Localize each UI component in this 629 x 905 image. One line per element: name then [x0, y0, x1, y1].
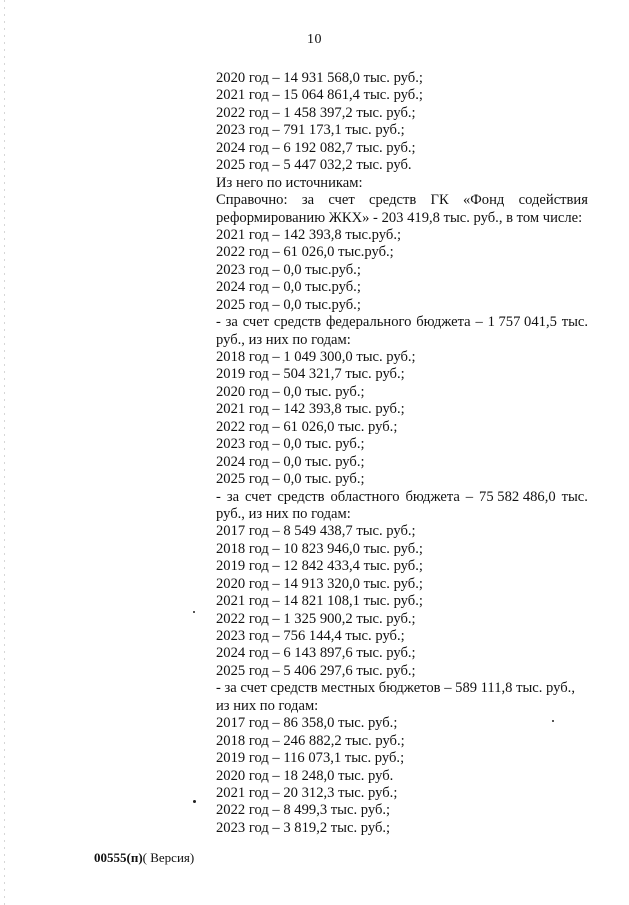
scan-speck: [193, 611, 195, 613]
scan-speck: [552, 720, 554, 722]
year-amount-line: 2023 год – 756 144,4 тыс. руб.;: [216, 628, 405, 644]
year-amount-line: Из него по источникам:: [216, 174, 363, 191]
justified-word: средств: [273, 314, 322, 331]
year-amount-line: 2023 год – 0,0 тыс. руб.;: [216, 436, 365, 453]
year-amount-line: 2025 год – 0,0 тыс. руб.;: [216, 471, 365, 488]
justified-word: федерального: [325, 314, 412, 331]
justified-word: за: [301, 192, 315, 209]
reference-note-line-2: реформированию ЖКХ» - 203 419,8 тыс. руб., в том числе:: [216, 209, 583, 226]
regional-budget-line-1: [216, 489, 588, 506]
justified-word: областного: [330, 488, 400, 505]
justified-word: –: [465, 488, 474, 505]
year-amount-line: 2020 год – 14 931 568,0 тыс. руб.;: [216, 70, 423, 86]
year-amount-line: 2023 год – 791 173,1 тыс. руб.;: [216, 122, 405, 139]
justified-word: тыс.: [561, 314, 588, 331]
reference-note-line-1: [216, 192, 588, 209]
justified-word: 75 582 486,0: [479, 488, 556, 505]
document-code: 00555(п): [94, 850, 143, 865]
justified-word: ГК: [430, 192, 449, 209]
justified-word: Справочно:: [216, 192, 288, 209]
year-amount-line: 2023 год – 3 819,2 тыс. руб.;: [216, 819, 391, 836]
local-by-year-list: [216, 715, 588, 837]
year-amount-line: 2025 год – 0,0 тыс.руб.;: [216, 296, 361, 313]
year-amount-line: 2022 год – 8 499,3 тыс. руб.;: [216, 802, 391, 819]
document-version: ( Версия): [142, 850, 195, 865]
year-amount-line: 2021 год – 15 064 861,4 тыс. руб.;: [216, 87, 423, 104]
justified-word: счет: [242, 314, 270, 331]
page-number: 10: [307, 32, 322, 47]
year-amount-line: 2017 год – 8 549 438,7 тыс. руб.;: [216, 523, 416, 540]
year-amount-line: 2022 год – 1 325 900,2 тыс. руб.;: [216, 610, 416, 627]
justified-word: -: [216, 314, 221, 331]
year-amount-line: 2022 год – 61 026,0 тыс.руб.;: [216, 244, 394, 261]
justified-word: за: [225, 314, 238, 331]
federal-budget-line-1: [216, 314, 588, 331]
reference-by-year-list: [216, 227, 588, 314]
regional-by-year-list: [216, 523, 588, 680]
year-amount-line: 2018 год – 246 882,2 тыс. руб.;: [216, 732, 405, 749]
justified-word: -: [216, 488, 221, 505]
year-amount-line: 2023 год – 0,0 тыс.руб.;: [216, 261, 361, 278]
year-amount-line: 2024 год – 6 192 082,7 тыс. руб.;: [216, 139, 416, 156]
year-amount-line: 2019 год – 504 321,7 тыс. руб.;: [216, 366, 405, 383]
scan-edge-artifact: [4, 0, 5, 905]
justified-word: средств: [369, 192, 417, 209]
year-amount-line: 2022 год – 1 458 397,2 тыс. руб.;: [216, 104, 416, 121]
justified-word: бюджета: [405, 488, 460, 505]
year-amount-line: 2019 год – 116 073,1 тыс. руб.;: [216, 750, 405, 767]
federal-by-year-list: [216, 349, 588, 489]
year-amount-line: 2022 год – 61 026,0 тыс. руб.;: [216, 418, 398, 435]
scan-speck: [193, 800, 196, 803]
local-budget-line-2: из них по годам:: [216, 697, 319, 714]
justified-word: тыс.: [561, 488, 588, 505]
year-amount-line: 2021 год – 142 393,8 тыс.руб.;: [216, 226, 402, 243]
local-budget-line-1: - за счет средств местных бюджетов – 589 111,8 тыс. руб.,: [216, 680, 575, 697]
year-amount-line: 2024 год – 0,0 тыс.руб.;: [216, 279, 361, 296]
justified-word: средств: [277, 488, 325, 505]
justified-word: содействия: [518, 192, 588, 209]
year-amount-line: 2025 год – 5 406 297,6 тыс. руб.;: [216, 662, 416, 679]
justified-word: счет: [328, 192, 355, 209]
year-amount-line: 2024 год – 0,0 тыс. руб.;: [216, 453, 365, 470]
year-amount-line: 2017 год – 86 358,0 тыс. руб.;: [216, 715, 398, 732]
justified-word: 1 757 041,5: [487, 314, 557, 331]
justified-word: счет: [245, 488, 272, 505]
document-footer: [94, 850, 194, 866]
year-amount-line: 2018 год – 10 823 946,0 тыс. руб.;: [216, 540, 423, 557]
federal-budget-line-2: руб., из них по годам:: [216, 331, 351, 348]
justified-word: –: [475, 314, 483, 331]
year-amount-line: 2021 год – 14 821 108,1 тыс. руб.;: [216, 593, 423, 610]
year-amount-line: 2024 год – 6 143 897,6 тыс. руб.;: [216, 645, 416, 662]
funding-by-year-list: [216, 70, 588, 192]
year-amount-line: 2021 год – 142 393,8 тыс. руб.;: [216, 401, 405, 418]
justified-word: за: [226, 488, 240, 505]
year-amount-line: 2020 год – 18 248,0 тыс. руб.: [216, 767, 394, 784]
year-amount-line: 2020 год – 0,0 тыс. руб.;: [216, 383, 365, 400]
year-amount-line: 2019 год – 12 842 433,4 тыс. руб.;: [216, 558, 423, 575]
year-amount-line: 2020 год – 14 913 320,0 тыс. руб.;: [216, 575, 423, 592]
year-amount-line: 2018 год – 1 049 300,0 тыс. руб.;: [216, 349, 416, 365]
justified-word: бюджета: [416, 314, 471, 331]
regional-budget-line-2: руб., из них по годам:: [216, 505, 351, 522]
document-body: [216, 70, 588, 837]
year-amount-line: 2025 год – 5 447 032,2 тыс. руб.: [216, 157, 412, 174]
year-amount-line: 2021 год – 20 312,3 тыс. руб.;: [216, 784, 398, 801]
justified-word: «Фонд: [462, 192, 505, 209]
